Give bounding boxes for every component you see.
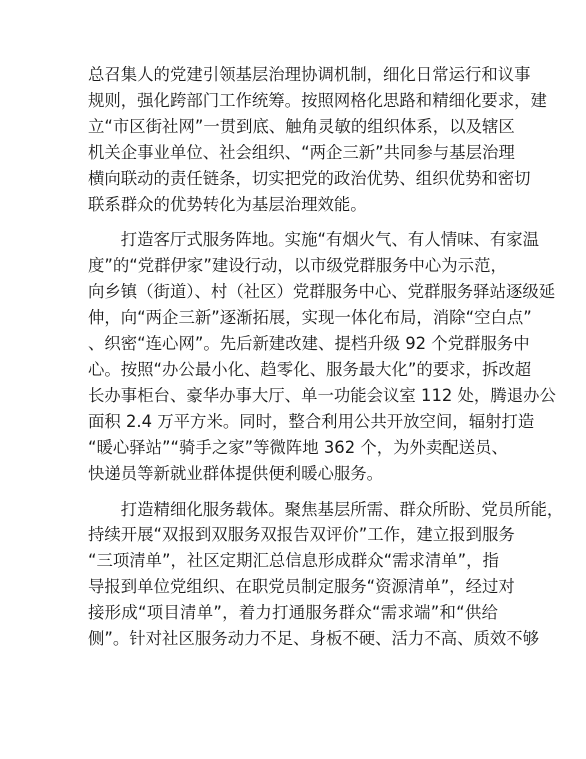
text-line: 快递员等新就业群体提供便利暖心服务。: [88, 463, 384, 483]
paragraph-3: [88, 497, 564, 652]
text-line: 度”的“党群伊家”建设行动，以市级党群服务中心为示范，: [88, 256, 507, 276]
text-line: 持续开展“双报到双服务双报告双评价”工作，建立报到服务: [88, 525, 515, 545]
text-line: 总召集人的党建引领基层治理协调机制，细化日常运行和议事: [88, 65, 531, 84]
text-line: 向乡镇（街道）、村（社区）党群服务中心、党群服务驿站逐级延: [88, 282, 556, 302]
paragraph-1: [88, 62, 547, 217]
text-line: 打造精细化服务载体。聚焦基层所需、群众所盼、党员所能，: [88, 499, 564, 519]
text-line: 长办事柜台、豪华办事大厅、单一功能会议室 112 处，腾退办公: [88, 385, 556, 405]
text-line: 立“市区街社网”一贯到底、触角灵敏的组织体系，以及辖区: [88, 116, 515, 136]
text-line: “三项清单”，社区定期汇总信息形成群众“需求清单”，指: [88, 551, 499, 571]
text-line: 接形成“项目清单”，着力打通服务群众“需求端”和“供给: [88, 603, 498, 623]
text-line: 、织密“连心网”。先后新建改建、提档升级 92 个党群服务中: [88, 334, 530, 354]
text-line: 打造客厅式服务阵地。实施“有烟火气、有人情味、有家温: [88, 230, 540, 250]
text-line: 横向联动的责任链条，切实把党的政治优势、组织优势和密切: [88, 168, 531, 188]
text-line: 规则，强化跨部门工作统筹。按照网格化思路和精细化要求，建: [88, 90, 547, 110]
text-line: 机关企事业单位、社会组织、“两企三新”共同参与基层治理: [88, 142, 515, 162]
paragraph-gap: [88, 217, 498, 227]
text-line: 心。按照“办公最小化、趋零化、服务最大化”的要求，拆改超: [88, 359, 532, 379]
text-line: “暖心驿站”“骑手之家”等微阵地 362 个，为外卖配送员、: [88, 437, 508, 457]
text-line: 联系群众的优势转化为基层治理效能。: [88, 194, 367, 214]
text-line: 伸，向“两企三新”逐渐拓展，实现一体化布局，消除“空白点”: [88, 308, 532, 328]
paragraph-2: [88, 227, 556, 486]
text-line: 导报到单位党组织、在职党员制定服务“资源清单”，经过对: [88, 577, 515, 597]
body-text: [88, 62, 564, 652]
paragraph-gap: [88, 487, 498, 497]
text-line: 面积 2.4 万平方米。同时，整合利用公共开放空间，辐射打造: [88, 411, 535, 431]
text-line: 侧”。针对社区服务动力不足、身板不硬、活力不高、质效不够: [88, 629, 540, 649]
